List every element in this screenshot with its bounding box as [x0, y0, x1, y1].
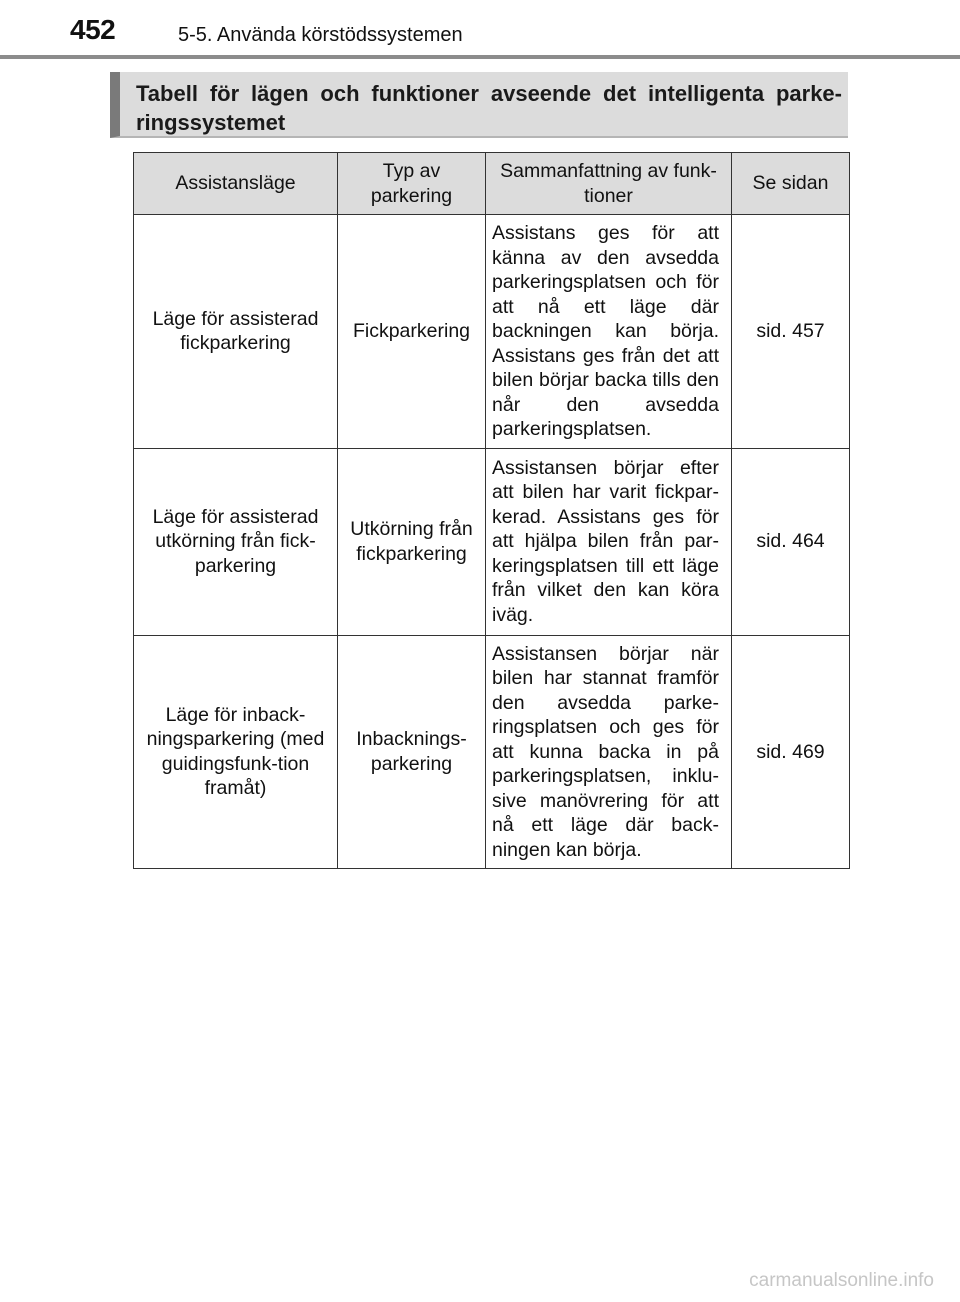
watermark: carmanualsonline.info	[749, 1270, 934, 1291]
table-row	[134, 635, 850, 869]
cell-parking-type: Inbacknings-parkering	[338, 635, 486, 869]
header-rule	[0, 55, 960, 59]
cell-summary: Assistansen börjar när bilen har stannat framför den avsedda parke-ringsplatsen och ges för att kunna backa in på parkeringsplatsen, inklu-sive manövrering för att nå ett läge där back-ningen kan börja.	[486, 635, 732, 869]
cell-summary: Assistans ges för att känna av den avsedda parkeringsplatsen och för att nå ett läge där backningen kan börja. Assistans ges från det att bilen börjar backa tills den når den avsedda parkeringsplatsen.	[486, 215, 732, 449]
table-header-row	[134, 153, 850, 215]
table-row	[134, 448, 850, 635]
cell-page-ref: sid. 464	[732, 448, 850, 635]
cell-mode: Läge för assisterad fickparkering	[134, 215, 338, 449]
cell-page-ref: sid. 457	[732, 215, 850, 449]
table-title: Tabell för lägen och funktioner avseende det intelligenta parke-ringssystemet	[136, 81, 842, 135]
cell-parking-type: Utkörning från fickparkering	[338, 448, 486, 635]
cell-mode: Läge för inback-ningsparkering (med guidingsfunk-tion framåt)	[134, 635, 338, 869]
page-header	[0, 0, 960, 60]
header-parking-type: Typ av parkering	[338, 153, 486, 215]
parking-modes-table	[133, 152, 850, 869]
header-page: Se sidan	[732, 153, 850, 215]
cell-mode: Läge för assisterad utkörning från fick-parkering	[134, 448, 338, 635]
header-mode: Assistansläge	[134, 153, 338, 215]
table-title-box	[110, 72, 848, 138]
table-row	[134, 215, 850, 449]
section-title: 5-5. Använda körstödssystemen	[178, 24, 463, 46]
cell-summary: Assistansen börjar efter att bilen har varit fickpar-kerad. Assistans ges för att hjälpa bilen från par-keringsplatsen till ett läge från vilket den kan köra iväg.	[486, 448, 732, 635]
page-number: 452	[70, 14, 116, 45]
cell-parking-type: Fickparkering	[338, 215, 486, 449]
cell-page-ref: sid. 469	[732, 635, 850, 869]
header-summary: Sammanfattning av funk-tioner	[486, 153, 732, 215]
